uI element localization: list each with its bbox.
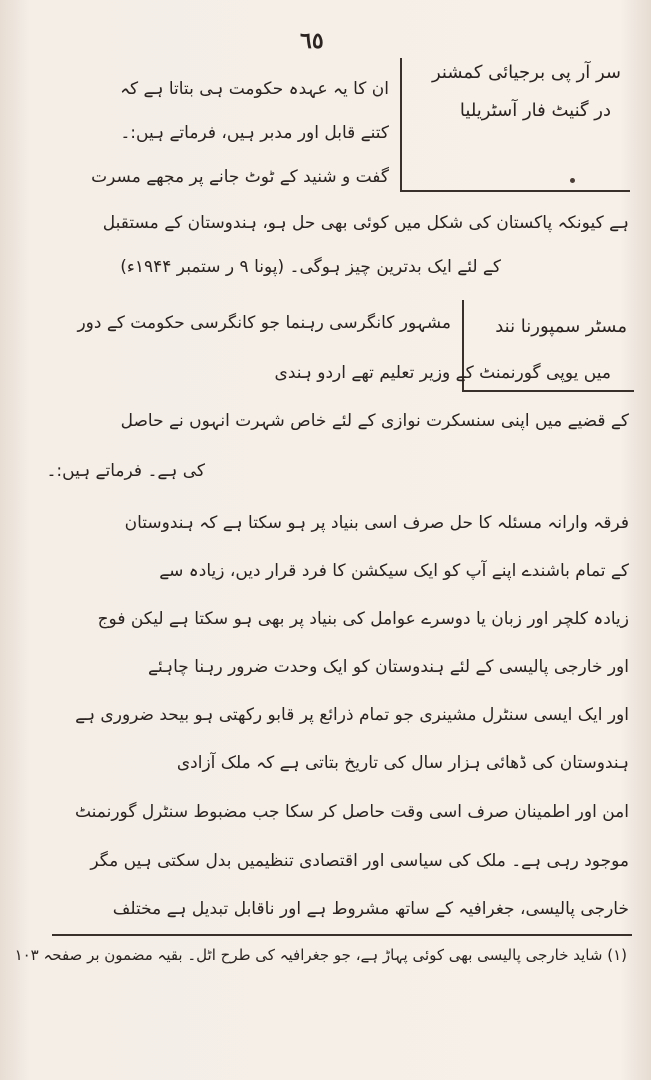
text-line-9: کی ہے۔ فرماتے ہیں:۔ [46, 461, 205, 481]
text-line-3: گفت و شنید کے ٹوٹ جانے پر مجھے مسرت [91, 167, 389, 187]
text-line-11: کے تمام باشندے اپنے آپ کو ایک سیکشن کا فرد قرار دیں، زیادہ سے [159, 561, 629, 581]
sidebox1-line2: در گنیٹ فار آسٹریلیا [459, 100, 611, 121]
text-line-15: ہندوستان کی ڈھائی ہزار سال کی تاریخ بتاتی ہے کہ ملک آزادی [176, 753, 629, 773]
text-line-10: فرقہ وارانہ مسئلہ کا حل صرف اسی بنیاد پر ہو سکتا ہے کہ ہندوستان [124, 513, 629, 533]
text-line-18: خارجی پالیسی، جغرافیہ کے ساتھ مشروط ہے اور ناقابل تبدیل ہے مختلف [112, 899, 629, 919]
bullet-dot [570, 178, 575, 183]
text-line-13: اور خارجی پالیسی کے لئے ہندوستان کو ایک وحدت ضرور رہنا چاہئے [148, 657, 629, 677]
text-line-12: زیادہ کلچر اور زبان یا دوسرے عوامل کی بنیاد پر بھی ہو سکتا ہے لیکن فوج [97, 609, 629, 629]
text-line-7: میں یوپی گورنمنٹ کے وزیر تعلیم تھے اردو ہندی [274, 363, 611, 383]
text-line-6: مشہور کانگرسی رہنما جو کانگرسی حکومت کے دور [77, 313, 451, 333]
text-line-8: کے قضیے میں اپنی سنسکرت نوازی کے لئے خاص شہرت انہوں نے حاصل [120, 411, 629, 431]
text-line-5: کے لئے ایک بدترین چیز ہوگی۔ (پونا ۹ ر ستمبر ۱۹۴۴ء) [120, 257, 501, 277]
footnote: (۱) شاید خارجی پالیسی بھی کوئی پہاڑ ہے، جو جغرافیہ کی طرح اٹل۔ بقیہ مضمون بر صفحہ ۱۰۳ [14, 946, 627, 964]
text-line-2: کتنے قابل اور مدبر ہیں، فرماتے ہیں:۔ [120, 123, 389, 143]
text-line-17: موجود رہی ہے۔ ملک کی سیاسی اور اقتصادی تنظیمیں بدل سکتی ہیں مگر [90, 851, 629, 871]
text-line-1: ان کا یہ عہدہ حکومت ہی بتاتا ہے کہ [120, 79, 389, 99]
page-number: ٦٥ [300, 28, 324, 54]
text-line-14: اور ایک ایسی سنٹرل مشینری جو تمام ذرائع پر قابو رکھتی ہو بیحد ضروری ہے [75, 705, 629, 725]
footnote-rule [52, 934, 632, 936]
sidebox2-line1: مسٹر سمپورنا نند [495, 316, 627, 337]
sidebox1-line1: سر آر پی برجیائی کمشنر [432, 62, 621, 83]
text-line-16: امن اور اطمینان صرف اسی وقت حاصل کر سکا جب مضبوط سنٹرل گورنمنٹ [74, 802, 629, 822]
text-line-4: ہے کیونکہ پاکستان کی شکل میں کوئی بھی حل ہو، ہندوستان کے مستقبل [102, 213, 629, 233]
